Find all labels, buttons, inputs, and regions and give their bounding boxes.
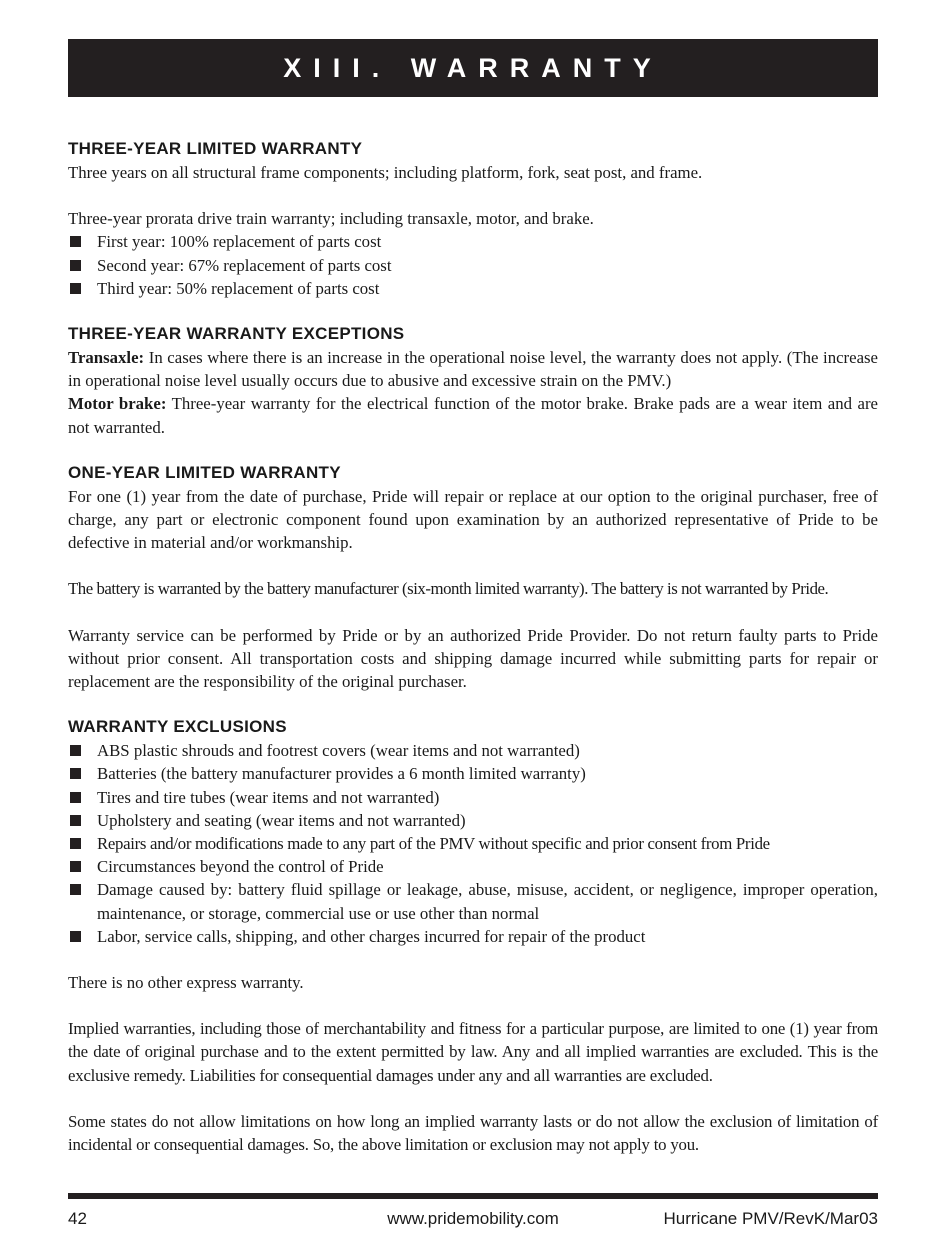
square-bullet-icon — [70, 745, 81, 756]
square-bullet-icon — [70, 861, 81, 872]
square-bullet-icon — [70, 236, 81, 247]
transaxle-paragraph: Transaxle: In cases where there is an increase in the operational noise level, the warranty does not apply. (The increase in operational noise level usually occurs due to abusive and excessive strain on the PMV.) — [68, 348, 878, 391]
exclusions-para-1: There is no other express warranty. — [68, 973, 304, 993]
list-item: Second year: 67% replacement of parts cost — [68, 254, 878, 277]
footer-rule — [68, 1193, 878, 1199]
square-bullet-icon — [70, 931, 81, 942]
three-year-heading: THREE-YEAR LIMITED WARRANTY — [68, 139, 363, 158]
list-item: Repairs and/or modifications made to any part of the PMV without specific and prior consent from Pride — [68, 832, 878, 855]
square-bullet-icon — [70, 792, 81, 803]
list-item: Circumstances beyond the control of Pride — [68, 855, 878, 878]
three-year-para-2: Three-year prorata drive train warranty; including transaxle, motor, and brake. — [68, 209, 594, 229]
exclusions-para-2: Implied warranties, including those of merchantability and fitness for a particular purpose, are limited to one (1) year from the date of original purchase and to the extent permitted by law. Any and all implied warranties are excluded. This is the exclusive remedy. Liabilities for consequential damages under any and all warranties are excluded. — [68, 1019, 878, 1085]
section-title: XIII. WARRANTY — [283, 53, 663, 83]
square-bullet-icon — [70, 884, 81, 895]
list-item: ABS plastic shrouds and footrest covers (wear items and not warranted) — [68, 739, 878, 762]
square-bullet-icon — [70, 768, 81, 779]
exceptions-heading: THREE-YEAR WARRANTY EXCEPTIONS — [68, 324, 405, 344]
document-body — [68, 137, 878, 1156]
section-title-banner — [68, 39, 878, 97]
list-item: Upholstery and seating (wear items and not warranted) — [68, 809, 878, 832]
website-link[interactable]: www.pridemobility.com — [387, 1209, 559, 1228]
page-number: 42 — [68, 1209, 87, 1228]
transaxle-label: Transaxle: — [68, 348, 145, 368]
square-bullet-icon — [70, 260, 81, 271]
square-bullet-icon — [70, 283, 81, 294]
three-year-para-1: Three years on all structural frame components; including platform, fork, seat post, and frame. — [68, 163, 703, 182]
one-year-heading: ONE-YEAR LIMITED WARRANTY — [68, 462, 341, 482]
motor-brake-label: Motor brake: — [68, 394, 167, 414]
three-year-bullet-list — [68, 230, 878, 300]
exclusions-bullet-list — [68, 739, 878, 948]
document-id: Hurricane PMV/RevK/Mar03 — [663, 1209, 878, 1228]
exclusions-heading: WARRANTY EXCLUSIONS — [68, 717, 287, 737]
motor-brake-paragraph: Motor brake: Three-year warranty for the electrical function of the motor brake. Brake pads are a wear item and are not warranted. — [68, 394, 879, 437]
list-item: First year: 100% replacement of parts cost — [68, 230, 878, 253]
exclusions-para-3: Some states do not allow limitations on how long an implied warranty lasts or do not allow the exclusion of limitation of incidental or consequential damages. So, the above limitation or exclusion may not apply to you. — [68, 1111, 878, 1155]
list-item: Third year: 50% replacement of parts cost — [68, 277, 878, 300]
one-year-para-1: For one (1) year from the date of purchase, Pride will repair or replace at our option to the original purchaser, free of charge, any part or electronic component found upon examination by an authorized representative of Pride to be defective in material and/or workmanship. — [68, 486, 878, 553]
square-bullet-icon — [70, 838, 81, 849]
page-footer — [68, 1206, 878, 1232]
list-item: Batteries (the battery manufacturer provides a 6 month limited warranty) — [68, 762, 878, 785]
list-item: Damage caused by: battery fluid spillage or leakage, abuse, misuse, accident, or negligence, improper operation, maintenance, or storage, commercial use or use other than normal — [68, 878, 878, 924]
one-year-para-3: Warranty service can be performed by Pride or by an authorized Pride Provider. Do not return faulty parts to Pride without prior consent. All transportation costs and shipping damage incurred while submitting parts for repair or replacement are the responsibility of the original purchaser. — [68, 625, 878, 692]
list-item: Tires and tire tubes (wear items and not warranted) — [68, 786, 878, 809]
one-year-para-2: The battery is warranted by the battery manufacturer (six-month limited warranty). The battery is not warranted by Pride. — [68, 579, 829, 599]
list-item: Labor, service calls, shipping, and other charges incurred for repair of the product — [68, 925, 878, 948]
square-bullet-icon — [70, 815, 81, 826]
